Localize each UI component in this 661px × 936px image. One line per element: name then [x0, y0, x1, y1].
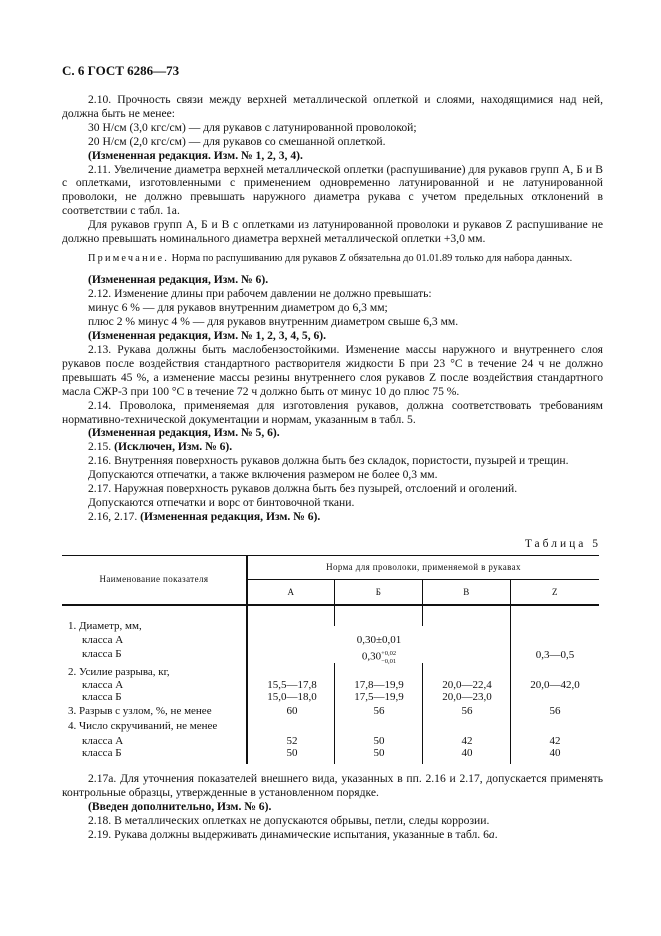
para-2-19-text: 2.19. Рукава должны выдерживать динамические испытания, указанные в табл. 6: [88, 827, 489, 841]
para-2-16-b: Допускаются отпечатки, а также включения размером не более 0,3 мм.: [88, 468, 438, 482]
tensile-b-class-a: 17,8—19,9: [354, 679, 404, 691]
tolerance-minus: −0,01: [381, 658, 397, 665]
lower-text-block: [62, 772, 603, 842]
revision-text: (Измененная редакция, Изм. № 6).: [140, 509, 321, 523]
row-sub-tensile-a: класса А: [82, 679, 124, 691]
para-2-17-b: Допускаются отпечатки и ворс от бинтовочной ткани.: [88, 495, 355, 509]
diameter-z-value: 0,3—0,5: [535, 649, 575, 661]
para-2-15: [62, 440, 603, 454]
table-caption: Таблица 5: [524, 538, 601, 550]
tensile-v-class-b: 20,0—23,0: [442, 691, 492, 703]
twists-v-class-a: 42: [461, 735, 473, 747]
row-label-twists: 4. Число скручиваний, не менее: [68, 720, 218, 732]
para-2-15-num: 2.15.: [88, 440, 115, 454]
para-2-10-item2: 20 Н/см (2,0 кгс/см) — для рукавов со смешанной оплеткой.: [88, 134, 386, 148]
twists-b-class-b: 50: [373, 747, 385, 759]
knot-break-b: 56: [373, 705, 385, 717]
para-2-10-item1: 30 Н/см (3,0 кгс/см) — для рукавов с латунированной проволокой;: [88, 120, 417, 134]
table-header-bottom-border: [62, 604, 599, 606]
knot-break-z: 56: [549, 705, 561, 717]
tensile-v-class-a: 20,0—22,4: [442, 679, 492, 691]
para-2-10: 2.10. Прочность связи между верхней металлической оплеткой и слоями, находящимися над ней, должна быть не менее:: [62, 93, 603, 120]
row-label-knot-break: 3. Разрыв с узлом, %, не менее: [68, 705, 212, 717]
revision-2-17a: (Введен дополнительно, Изм. № 6).: [88, 799, 272, 813]
para-2-13: 2.13. Рукава должны быть маслобензостойкими. Изменение массы наружного и внутреннего слоя рукавов после воздействия стандартного растворителя жидкости Б при 23 °С в течение 24 ч не должно превышать 45 %, а изменение массы резины внутреннего слоя рукавов Z после воздействия стандартного масла СЖР-3 при 100 °С в течение 72 ч должно быть от минус 10 до плюс 75 %.: [62, 343, 603, 398]
para-2-11-b: Для рукавов групп А, Б и В с оплетками из латунированной проволоки и рукавов Z распушивание не должно превышать номинального диаметра верхней металлической оплетки +3,0 мм.: [62, 218, 603, 246]
table-top-border: [62, 555, 599, 556]
header-col-v: В: [463, 587, 470, 597]
para-2-14: 2.14. Проволока, применяемая для изготовления рукавов, должна соответствовать требованиям нормативно-технической документации и нормам, указанным в табл. 5.: [62, 398, 603, 426]
twists-z-class-b: 40: [549, 747, 561, 759]
tensile-a-class-b: 15,0—18,0: [267, 691, 317, 703]
para-2-12-item2: плюс 2 % минус 4 % — для рукавов внутренним диаметром свыше 6,3 мм.: [88, 315, 459, 329]
revision-2-14: (Измененная редакция, Изм. № 5, 6).: [88, 426, 280, 440]
para-2-17: 2.17. Наружная поверхность рукавов должна быть без пузырей, отслоений и оголений.: [88, 482, 518, 496]
tensile-b-class-b: 17,5—19,9: [354, 691, 404, 703]
note-label: Примечание.: [88, 252, 170, 264]
twists-a-class-b: 50: [286, 747, 298, 759]
page-header: С. 6 ГОСТ 6286—73: [62, 63, 180, 78]
twists-b-class-a: 50: [373, 735, 385, 747]
para-2-19-italic: а: [488, 827, 495, 841]
note-2-11: [62, 253, 603, 266]
twists-v-class-b: 40: [461, 747, 473, 759]
para-2-19-end: .: [494, 827, 498, 841]
para-2-18: 2.18. В металлических оплетках не допускаются обрывы, петли, следы коррозии.: [88, 813, 490, 827]
table-5: [62, 555, 599, 764]
note-text: Норма по распушиванию для рукавов Z обязательна до 01.01.89 только для набора данных.: [169, 252, 573, 264]
diameter-class-a-value: 0,30±0,01: [356, 634, 402, 646]
revision-2-11: (Измененная редакция, Изм. № 6).: [88, 273, 269, 287]
header-group: Норма для проволоки, применяемой в рукавах: [326, 562, 521, 572]
para-2-15-text: (Исключен, Изм. № 6).: [114, 440, 233, 454]
knot-break-a: 60: [286, 705, 298, 717]
header-col-z: Z: [552, 587, 558, 597]
header-col-b: Б: [375, 587, 382, 597]
diameter-class-b-value: [335, 649, 423, 665]
row-sub-twists-b: класса Б: [82, 747, 122, 759]
header-col-a: А: [287, 587, 295, 597]
knot-break-v: 56: [461, 705, 473, 717]
para-2-19: [62, 828, 603, 842]
revision-2-16-2-17: [62, 510, 603, 524]
upper-text-block: [62, 93, 603, 524]
revision-num: 2.16, 2.17.: [88, 509, 141, 523]
table-subheader-divider: [247, 579, 599, 580]
twists-z-class-a: 42: [549, 735, 561, 747]
para-2-12: 2.12. Изменение длины при рабочем давлении не должно превышать:: [88, 287, 432, 301]
revision-2-10: (Измененная редакция. Изм. № 1, 2, 3, 4).: [88, 148, 303, 162]
diameter-class-b-nominal: 0,30: [361, 650, 382, 663]
row-sub-twists-a: класса А: [82, 735, 124, 747]
row-sub-tensile-b: класса Б: [82, 691, 122, 703]
para-2-11: 2.11. Увеличение диаметра верхней металлической оплетки (распушивание) для рукавов групп А, Б и В с оплетками, изготовленными с применением одновременно латунированной и не латунированной проволоки, не должно превышать наружного диаметра рукава с учетом предельных отклонений в соответствии с табл. 1а.: [62, 162, 603, 218]
para-2-17a: 2.17а. Для уточнения показателей внешнего вида, указанных в пп. 2.16 и 2.17, допускается применять контрольные образцы, утвержденные в установленном порядке.: [62, 772, 603, 799]
tensile-z-class-a: 20,0—42,0: [530, 679, 580, 691]
row-label-tensile: 2. Усилие разрыва, кг,: [68, 666, 170, 678]
tolerance-plus: +0,02: [381, 650, 397, 657]
row-sub-diameter-a: класса А: [82, 634, 124, 646]
para-2-16: 2.16. Внутренняя поверхность рукавов должна быть без складок, пористости, пузырей и трещин.: [88, 454, 569, 468]
tensile-a-class-a: 15,5—17,8: [267, 679, 317, 691]
row-label-diameter: 1. Диаметр, мм,: [68, 620, 142, 632]
twists-a-class-a: 52: [286, 735, 298, 747]
row-sub-diameter-b: класса Б: [82, 648, 122, 660]
para-2-12-item1: минус 6 % — для рукавов внутренним диаметром до 6,3 мм;: [88, 301, 388, 315]
header-name: Наименование показателя: [99, 574, 209, 584]
revision-2-12: (Измененная редакция, Изм. № 1, 2, 3, 4, 5, 6).: [88, 329, 327, 343]
